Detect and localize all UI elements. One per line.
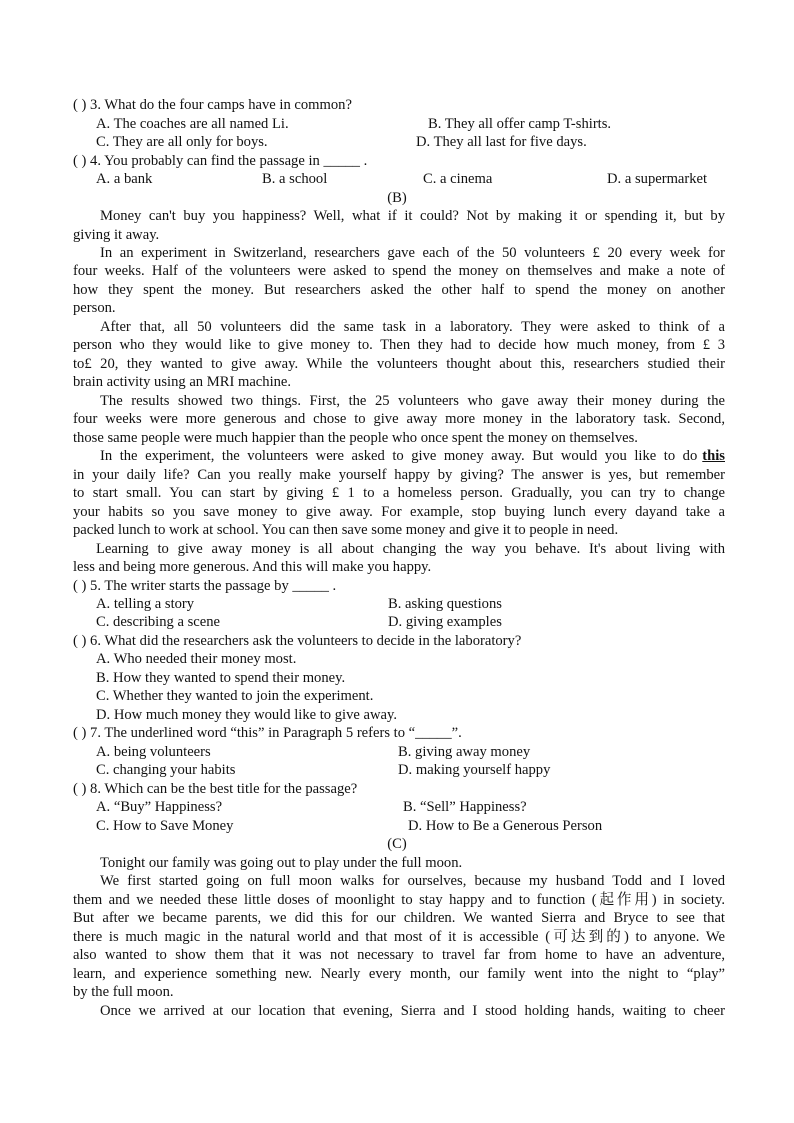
b-p3-line-2: person who they would like to give money to. Then they had to decide how much money, from £ 3 (73, 337, 725, 353)
b-p5-line-4: your habits so you save money to give away. For example, stop buying lunch every dayand take a (73, 504, 725, 520)
underlined-word-this: this (702, 448, 725, 464)
question-8-option-c: C. How to Save Money (96, 818, 234, 834)
question-4-option-d: D. a supermarket (607, 171, 708, 187)
b-p3-line-4: brain activity using an MRI machine. (73, 374, 292, 390)
b-p5-line-1-text: In the experiment, the volunteers were asked to give money away. But would you like to do (100, 448, 698, 464)
question-6-option-d: D. How much money they would like to give away. (96, 707, 398, 723)
question-5-option-a: A. telling a story (96, 596, 195, 612)
b-p2-line-3: how they spent the money. But researchers asked the other half to spend the money on another (73, 282, 725, 298)
question-4-option-c: C. a cinema (423, 171, 493, 187)
b-p5-line-2: in your daily life? Can you really make yourself happy by giving? The answer is yes, but remember (73, 467, 725, 483)
question-7-option-b: B. giving away money (398, 744, 531, 760)
b-p6-line-1: Learning to give away money is all about changing the way you behave. It's about living with (96, 541, 725, 557)
c-p2-line-1: We first started going on full moon walks for ourselves, because my husband Todd and I loved (100, 873, 725, 889)
question-8-option-a: A. “Buy” Happiness? (96, 799, 223, 815)
question-7-option-c: C. changing your habits (96, 762, 236, 778)
b-p3-line-1: After that, all 50 volunteers did the same task in a laboratory. They were asked to think of a (100, 319, 725, 335)
question-3-option-a: A. The coaches are all named Li. (96, 116, 289, 132)
b-p5-line-5: packed lunch to work at school. You can then save some money and give it to people in need. (73, 522, 619, 538)
question-3-option-c: C. They are all only for boys. (96, 134, 268, 150)
question-4-option-b: B. a school (262, 171, 328, 187)
question-5-option-b: B. asking questions (388, 596, 502, 612)
b-p5-line-1 (100, 447, 725, 465)
question-6-option-a: A. Who needed their money most. (96, 651, 297, 667)
question-8-option-d: D. How to Be a Generous Person (408, 818, 603, 834)
question-7-option-d: D. making yourself happy (398, 762, 551, 778)
c-p2-line-3: But after we became parents, we did this for our children. We wanted Sierra and Bryce to see that (73, 910, 725, 926)
question-4-stem: ( ) 4. You probably can find the passage in _____ . (73, 153, 368, 169)
b-p6-line-2: less and being more generous. And this will make you happy. (73, 559, 432, 575)
c-p2-line-7: by the full moon. (73, 984, 174, 1000)
question-8-option-b: B. “Sell” Happiness? (403, 799, 527, 815)
question-6-stem: ( ) 6. What did the researchers ask the volunteers to decide in the laboratory? (73, 633, 522, 649)
question-3-option-b: B. They all offer camp T-shirts. (428, 116, 612, 132)
question-3-option-d: D. They all last for five days. (416, 134, 587, 150)
c-p3-line-1: Once we arrived at our location that evening, Sierra and I stood holding hands, waiting to cheer (100, 1003, 725, 1019)
question-3-stem: ( ) 3. What do the four camps have in common? (73, 97, 352, 113)
question-7-option-a: A. being volunteers (96, 744, 211, 760)
section-c-heading: (C) (387, 836, 407, 852)
b-p3-line-3: to£ 20, they wanted to give away. While the volunteers thought about this, researchers studied their (73, 356, 725, 372)
c-p2-line-4: there is much magic in the natural world and that most of it is accessible (可达到的) to anyone. We (73, 929, 725, 945)
question-5-stem: ( ) 5. The writer starts the passage by _____ . (73, 578, 337, 594)
b-p4-line-2: four weeks were more generous and chose to give away more money in the laboratory task. Second, (73, 411, 725, 427)
question-6-option-b: B. How they wanted to spend their money. (96, 670, 346, 686)
c-p2-line-6: learn, and experience something new. Nearly every month, our family went into the night to “play” (73, 966, 725, 982)
b-p2-line-2: four weeks. Half of the volunteers were asked to spend the money on themselves and make a note of (73, 263, 725, 279)
question-4-option-a: A. a bank (96, 171, 153, 187)
question-8-stem: ( ) 8. Which can be the best title for the passage? (73, 781, 358, 797)
b-p2-line-1: In an experiment in Switzerland, researchers gave each of the 50 volunteers £ 20 every week for (100, 245, 725, 261)
b-p4-line-3: those same people were much happier than the people who once spent the money on themselves. (73, 430, 638, 446)
c-p2-line-5: also wanted to show them that it was not necessary to travel far from home to have an adventure, (73, 947, 725, 963)
b-p5-line-3: to start small. You can start by giving £ 1 to a homeless person. Gradually, you can try to change (73, 485, 725, 501)
b-p1-line-2: giving it away. (73, 227, 160, 243)
question-5-option-c: C. describing a scene (96, 614, 221, 630)
b-p1-line-1: Money can't buy you happiness? Well, what if it could? Not by making it or spending it, but by (100, 208, 725, 224)
section-b-heading: (B) (387, 190, 407, 206)
question-6-option-c: C. Whether they wanted to join the experiment. (96, 688, 374, 704)
question-5-option-d: D. giving examples (388, 614, 502, 630)
c-p2-line-2: them and we needed these little doses of moonlight to stay happy and to function (起作用) in society. (73, 892, 725, 908)
c-p1: Tonight our family was going out to play under the full moon. (100, 855, 463, 871)
question-7-stem: ( ) 7. The underlined word “this” in Paragraph 5 refers to “_____”. (73, 725, 462, 741)
b-p4-line-1: The results showed two things. First, the 25 volunteers who gave away their money during the (100, 393, 725, 409)
b-p2-line-4: person. (73, 300, 116, 316)
